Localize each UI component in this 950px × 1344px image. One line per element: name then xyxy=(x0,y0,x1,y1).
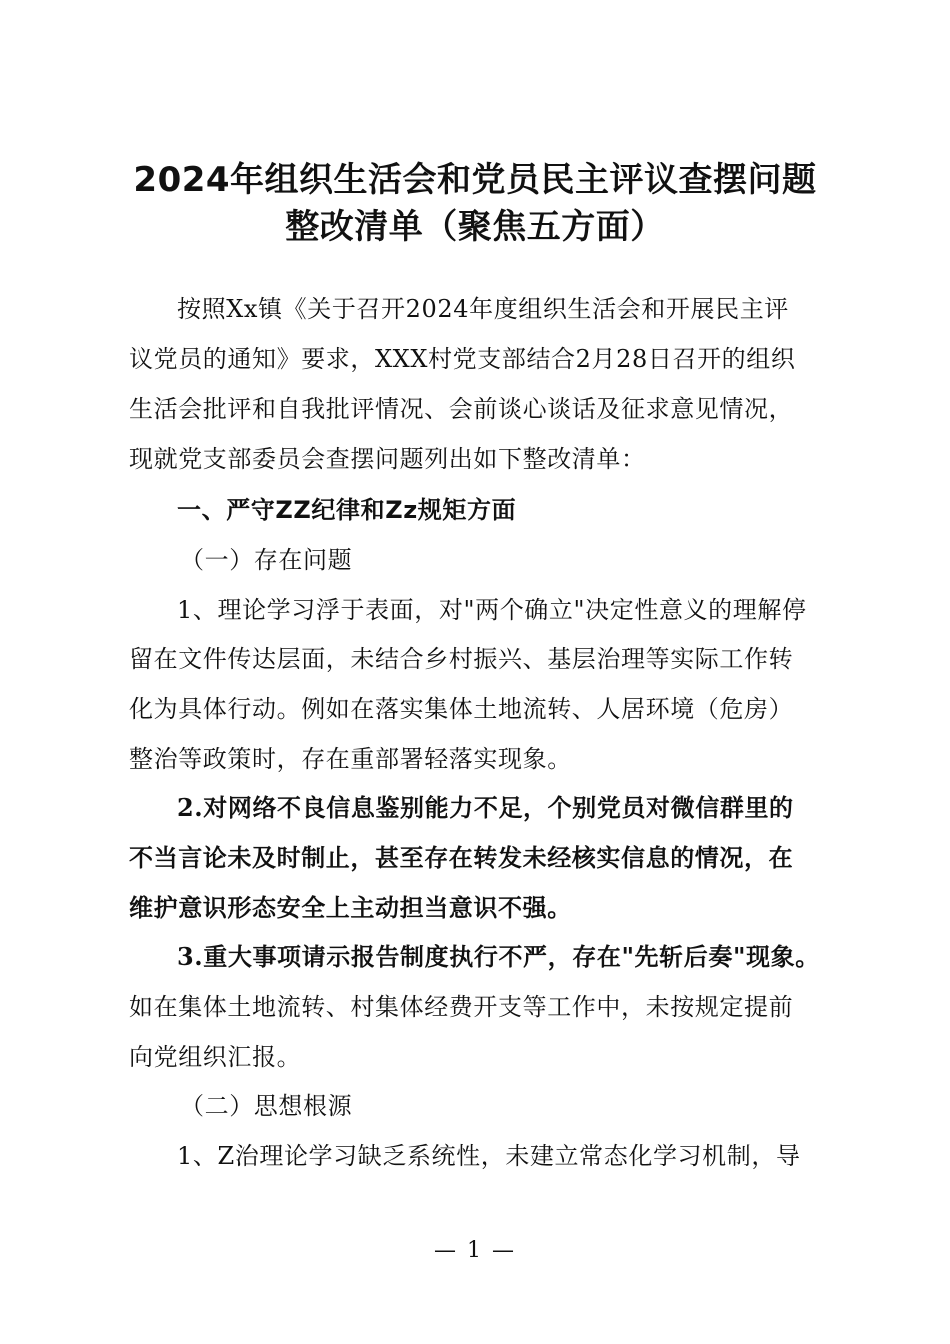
intro-line: 议党员的通知》要求，XXX村党支部结合2月28日召开的组织 xyxy=(129,345,796,373)
intro-line: 生活会批评和自我批评情况、会前谈心谈话及征求意见情况， xyxy=(129,395,794,423)
subsection-heading: （一）存在问题 xyxy=(180,546,353,574)
item3-line: 如在集体土地流转、村集体经费开支等工作中，未按规定提前 xyxy=(129,993,794,1021)
subsection-heading: （二）思想根源 xyxy=(180,1092,353,1120)
item2-line: 维护意识形态安全上主动担当意识不强。 xyxy=(129,893,572,922)
section-heading: 一、严守ZZ纪律和Zz规矩方面 xyxy=(177,496,517,524)
document-title-line2: 整改清单（聚焦五方面） xyxy=(285,207,665,247)
intro-line: 现就党支部委员会查摆问题列出如下整改清单： xyxy=(129,445,646,473)
root-cause-line: 1、Z治理论学习缺乏系统性，未建立常态化学习机制，导 xyxy=(177,1142,801,1170)
item1-line: 1、理论学习浮于表面，对"两个确立"决定性意义的理解停 xyxy=(177,596,807,624)
item3-line: 向党组织汇报。 xyxy=(129,1043,302,1071)
item1-line: 留在文件传达层面，未结合乡村振兴、基层治理等实际工作转 xyxy=(129,645,794,673)
item2-line: 不当言论未及时制止，甚至存在转发未经核实信息的情况，在 xyxy=(129,843,794,872)
item1-line: 化为具体行动。例如在落实集体土地流转、人居环境（危房） xyxy=(129,695,794,723)
item2-line: 2.对网络不良信息鉴别能力不足，个别党员对微信群里的 xyxy=(177,793,794,822)
intro-line: 按照Xx镇《关于召开2024年度组织生活会和开展民主评 xyxy=(177,295,789,323)
document-title-line1: 2024年组织生活会和党员民主评议查摆问题 xyxy=(133,160,817,200)
item1-line: 整治等政策时，存在重部署轻落实现象。 xyxy=(129,745,572,773)
item3-line-bold: 3.重大事项请示报告制度执行不严，存在"先斩后奏"现象。 xyxy=(177,942,820,971)
page-number: — 1 — xyxy=(434,1238,516,1263)
